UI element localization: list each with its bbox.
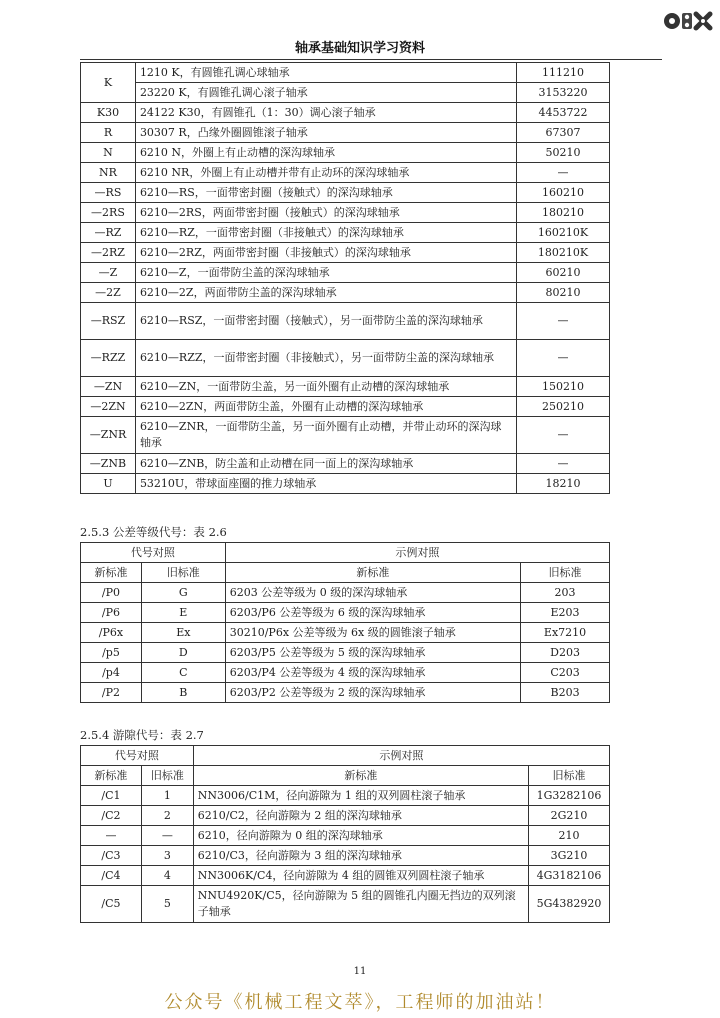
description-cell: 6210—ZNB，防尘盖和止动槽在同一面上的深沟球轴承 [135, 454, 516, 474]
old-code-cell: 50210 [517, 143, 610, 163]
table-row [81, 263, 610, 283]
example-cell: NNU4920K/C5，径向游隙为 5 组的圆锥孔内圈无挡边的双列滚子轴承 [193, 886, 528, 923]
old-code-cell: 1 [141, 786, 193, 806]
old-code-cell: D [141, 643, 225, 663]
new-code-cell: /C5 [81, 886, 142, 923]
example-old-cell: E203 [521, 603, 610, 623]
table-row [81, 583, 610, 603]
column-header: 新标准 [193, 766, 528, 786]
table-group-header-row [81, 543, 610, 563]
new-code-cell: /P0 [81, 583, 142, 603]
old-code-cell: 67307 [517, 123, 610, 143]
code-cell: —ZNR [81, 417, 136, 454]
old-code-cell: B [141, 683, 225, 703]
code-cell: —ZNB [81, 454, 136, 474]
description-cell: 6210—RZ，一面带密封圈（非接触式）的深沟球轴承 [135, 223, 516, 243]
example-cell: NN3006K/C4，径向游隙为 4 组的圆锥双列圆柱滚子轴承 [193, 866, 528, 886]
example-old-cell: C203 [521, 663, 610, 683]
old-code-cell: 2 [141, 806, 193, 826]
old-code-cell: 4 [141, 866, 193, 886]
description-cell: 23220 K，有圆锥孔调心滚子轴承 [135, 83, 516, 103]
description-cell: 24122 K30，有圆锥孔（1：30）调心滚子轴承 [135, 103, 516, 123]
code-cell: —2Z [81, 283, 136, 303]
table-row [81, 83, 610, 103]
old-code-cell: 80210 [517, 283, 610, 303]
description-cell: 6210—RS，一面带密封圈（接触式）的深沟球轴承 [135, 183, 516, 203]
description-cell: 6210 N，外圈上有止动槽的深沟球轴承 [135, 143, 516, 163]
old-code-cell: — [517, 340, 610, 377]
new-code-cell: /p4 [81, 663, 142, 683]
old-code-cell: 3 [141, 846, 193, 866]
code-cell: —Z [81, 263, 136, 283]
old-code-cell: G [141, 583, 225, 603]
old-code-cell: 4453722 [517, 103, 610, 123]
section-heading-tolerance: 2.5.3 公差等级代号：表 2.6 [80, 525, 227, 539]
code-cell: —RZ [81, 223, 136, 243]
table-row [81, 623, 610, 643]
old-code-cell: 250210 [517, 397, 610, 417]
old-code-cell: C [141, 663, 225, 683]
code-cell: N [81, 143, 136, 163]
new-code-cell: /C2 [81, 806, 142, 826]
description-cell: 6210—ZNR，一面带防尘盖，另一面外圈有止动槽，并带止动环的深沟球轴承 [135, 417, 516, 454]
new-code-cell: /C1 [81, 786, 142, 806]
example-old-cell: 1G3282106 [529, 786, 610, 806]
code-cell: R [81, 123, 136, 143]
table-row [81, 223, 610, 243]
old-code-cell: Ex [141, 623, 225, 643]
example-cell: 6210/C3，径向游隙为 3 组的深沟球轴承 [193, 846, 528, 866]
table-row [81, 866, 610, 886]
table-row [81, 846, 610, 866]
page-number: 11 [353, 966, 367, 977]
old-code-cell: 160210K [517, 223, 610, 243]
description-cell: 6210—2Z，两面带防尘盖的深沟球轴承 [135, 283, 516, 303]
table-row [81, 143, 610, 163]
group-header-code: 代号对照 [81, 543, 226, 563]
table-row [81, 474, 610, 494]
suffix-code-table [80, 62, 610, 494]
new-code-cell: /P6 [81, 603, 142, 623]
old-code-cell: 3153220 [517, 83, 610, 103]
example-old-cell: 203 [521, 583, 610, 603]
table-row [81, 340, 610, 377]
document-header-title: 轴承基础知识学习资料 [294, 41, 425, 56]
column-header: 旧标准 [141, 563, 225, 583]
description-cell: 6210 NR，外圈上有止动槽并带有止动环的深沟球轴承 [135, 163, 516, 183]
example-old-cell: Ex7210 [521, 623, 610, 643]
table-row [81, 163, 610, 183]
new-code-cell: /C4 [81, 866, 142, 886]
table-header-row [81, 563, 610, 583]
group-header-example: 示例对照 [225, 543, 609, 563]
code-cell: K30 [81, 103, 136, 123]
new-code-cell: — [81, 826, 142, 846]
new-code-cell: /C3 [81, 846, 142, 866]
table-row [81, 886, 610, 923]
example-old-cell: 210 [529, 826, 610, 846]
table-row [81, 183, 610, 203]
code-cell: —ZN [81, 377, 136, 397]
example-cell: 6203/P6 公差等级为 6 级的深沟球轴承 [225, 603, 520, 623]
group-header-example: 示例对照 [193, 746, 609, 766]
table-row [81, 303, 610, 340]
section-heading-clearance: 2.5.4 游隙代号：表 2.7 [80, 728, 204, 742]
column-header: 新标准 [81, 563, 142, 583]
example-old-cell: 5G4382920 [529, 886, 610, 923]
example-old-cell: 3G210 [529, 846, 610, 866]
description-cell: 53210U，带球面座圈的推力球轴承 [135, 474, 516, 494]
table-row [81, 826, 610, 846]
code-cell: K [81, 63, 136, 103]
description-cell: 6210—Z，一面带防尘盖的深沟球轴承 [135, 263, 516, 283]
old-code-cell: — [141, 826, 193, 846]
old-code-cell: 180210 [517, 203, 610, 223]
table-row [81, 63, 610, 83]
description-cell: 6210—RZZ，一面带密封圈（非接触式），另一面带防尘盖的深沟球轴承 [135, 340, 516, 377]
description-cell: 6210—2RZ，两面带密封圈（非接触式）的深沟球轴承 [135, 243, 516, 263]
table-row [81, 806, 610, 826]
new-code-cell: /P2 [81, 683, 142, 703]
new-code-cell: /p5 [81, 643, 142, 663]
column-header: 旧标准 [529, 766, 610, 786]
old-code-cell: — [517, 303, 610, 340]
table-row [81, 243, 610, 263]
tolerance-grade-table [80, 542, 610, 703]
column-header: 新标准 [81, 766, 142, 786]
code-cell: —2ZN [81, 397, 136, 417]
example-cell: 6210，径向游隙为 0 组的深沟球轴承 [193, 826, 528, 846]
description-cell: 6210—RSZ，一面带密封圈（接触式），另一面带防尘盖的深沟球轴承 [135, 303, 516, 340]
old-code-cell: 60210 [517, 263, 610, 283]
group-header-code: 代号对照 [81, 746, 194, 766]
example-cell: 6203/P4 公差等级为 4 级的深沟球轴承 [225, 663, 520, 683]
table-row [81, 683, 610, 703]
table-row [81, 663, 610, 683]
header-rule [80, 59, 662, 60]
table-row [81, 397, 610, 417]
code-cell: —2RS [81, 203, 136, 223]
code-cell: NR [81, 163, 136, 183]
column-header: 新标准 [225, 563, 520, 583]
column-header: 旧标准 [141, 766, 193, 786]
old-code-cell: 150210 [517, 377, 610, 397]
code-cell: —2RZ [81, 243, 136, 263]
column-header: 旧标准 [521, 563, 610, 583]
old-code-cell: 160210 [517, 183, 610, 203]
table-row [81, 786, 610, 806]
example-cell: NN3006/C1M，径向游隙为 1 组的双列圆柱滚子轴承 [193, 786, 528, 806]
new-code-cell: /P6x [81, 623, 142, 643]
table-header-row [81, 766, 610, 786]
code-cell: —RZZ [81, 340, 136, 377]
description-cell: 30307 R，凸缘外圈圆锥滚子轴承 [135, 123, 516, 143]
old-code-cell: — [517, 417, 610, 454]
description-cell: 1210 K，有圆锥孔调心球轴承 [135, 63, 516, 83]
old-code-cell: 5 [141, 886, 193, 923]
clearance-code-table [80, 745, 610, 923]
table-row [81, 283, 610, 303]
example-old-cell: B203 [521, 683, 610, 703]
table-row [81, 417, 610, 454]
old-code-cell: 18210 [517, 474, 610, 494]
table-row [81, 603, 610, 623]
code-cell: U [81, 474, 136, 494]
example-old-cell: 4G3182106 [529, 866, 610, 886]
code-cell: —RS [81, 183, 136, 203]
old-code-cell: 111210 [517, 63, 610, 83]
table-row [81, 203, 610, 223]
example-cell: 6203 公差等级为 0 级的深沟球轴承 [225, 583, 520, 603]
example-cell: 6203/P2 公差等级为 2 级的深沟球轴承 [225, 683, 520, 703]
table-row [81, 643, 610, 663]
example-old-cell: 2G210 [529, 806, 610, 826]
old-code-cell: — [517, 163, 610, 183]
example-cell: 30210/P6x 公差等级为 6x 级的圆锥滚子轴承 [225, 623, 520, 643]
code-cell: —RSZ [81, 303, 136, 340]
description-cell: 6210—2RS，两面带密封圈（接触式）的深沟球轴承 [135, 203, 516, 223]
example-old-cell: D203 [521, 643, 610, 663]
brand-logo [662, 6, 714, 36]
table-row [81, 377, 610, 397]
old-code-cell: — [517, 454, 610, 474]
table-row [81, 454, 610, 474]
old-code-cell: 180210K [517, 243, 610, 263]
table-group-header-row [81, 746, 610, 766]
table-row [81, 123, 610, 143]
example-cell: 6210/C2，径向游隙为 2 组的深沟球轴承 [193, 806, 528, 826]
description-cell: 6210—2ZN，两面带防尘盖，外圈有止动槽的深沟球轴承 [135, 397, 516, 417]
footer-slogan: 公众号《机械工程文萃》，工程师的加油站！ [164, 992, 556, 1013]
old-code-cell: E [141, 603, 225, 623]
description-cell: 6210—ZN，一面带防尘盖，另一面外圈有止动槽的深沟球轴承 [135, 377, 516, 397]
example-cell: 6203/P5 公差等级为 5 级的深沟球轴承 [225, 643, 520, 663]
table-row [81, 103, 610, 123]
